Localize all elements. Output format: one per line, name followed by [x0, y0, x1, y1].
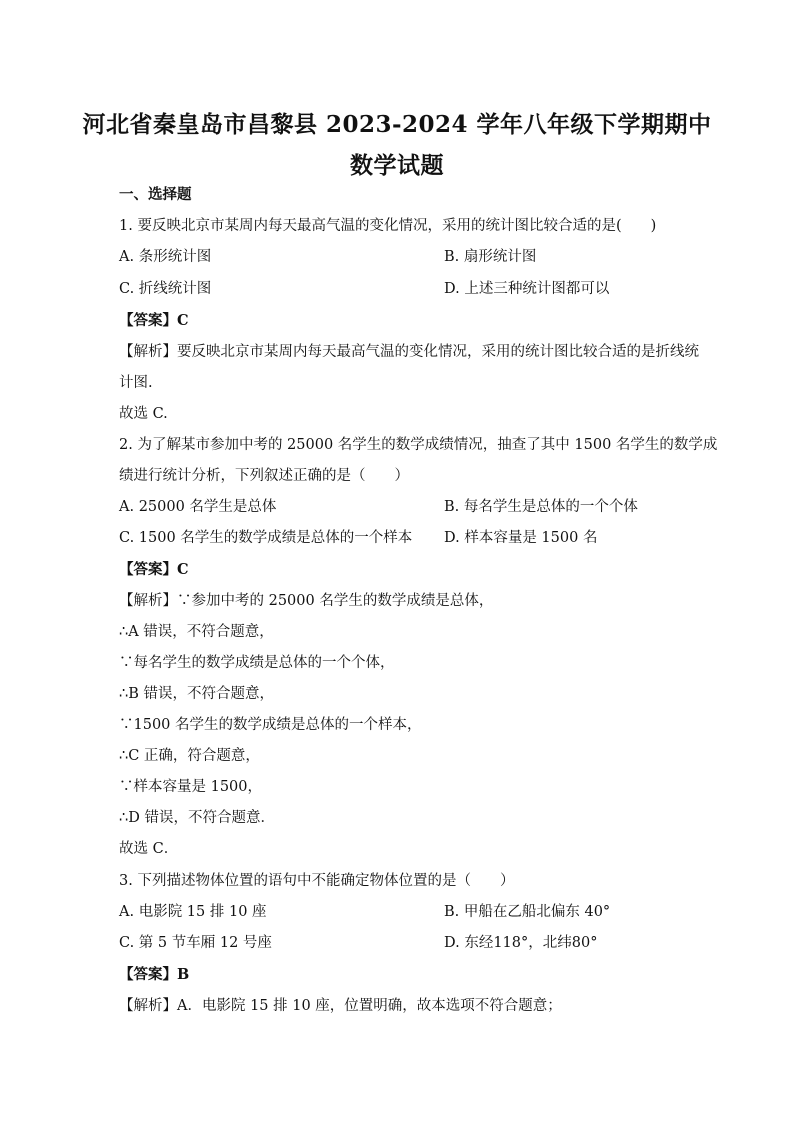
q2-analysis-line3: ∵每名学生的数学成绩是总体的一个个体，	[119, 655, 395, 671]
q2-analysis-line1: 【解析】∵参加中考的 25000 名学生的数学成绩是总体，	[119, 593, 494, 609]
q2-option-d: D. 样本容量是 1500 名	[444, 530, 598, 546]
q2-analysis-line7: ∵样本容量是 1500，	[119, 779, 263, 795]
q3-answer: 【答案】B	[119, 966, 190, 983]
q2-analysis-line5: ∵1500 名学生的数学成绩是总体的一个样本，	[119, 717, 422, 733]
q2-stem-line2: 绩进行统计分析，下列叙述正确的是（ ）	[119, 468, 409, 484]
q1-option-c: C. 折线统计图	[119, 281, 212, 297]
q1-option-d: D. 上述三种统计图都可以	[444, 281, 610, 297]
q3-stem: 3. 下列描述物体位置的语句中不能确定物体位置的是（ ）	[119, 873, 515, 889]
q2-option-a: A. 25000 名学生是总体	[119, 499, 277, 515]
q3-option-d: D. 东经118°，北纬80°	[444, 935, 598, 951]
q2-conclusion: 故选 C．	[119, 841, 179, 857]
q1-answer: 【答案】C	[119, 312, 189, 329]
q3-option-c: C. 第 5 节车厢 12 号座	[119, 935, 272, 951]
q1-option-b: B. 扇形统计图	[444, 249, 537, 265]
doc-title-line1: 河北省秦皇岛市昌黎县 2023-2024 学年八年级下学期期中	[82, 111, 712, 138]
q2-analysis-line6: ∴C 正确，符合题意，	[119, 748, 260, 764]
doc-title-line2: 数学试题	[350, 152, 444, 179]
q3-option-b: B. 甲船在乙船北偏东 40°	[444, 904, 611, 920]
q1-analysis-line2: 计图.	[119, 375, 153, 391]
q2-option-b: B. 每名学生是总体的一个个体	[444, 499, 638, 515]
q3-option-a: A. 电影院 15 排 10 座	[119, 904, 267, 920]
q2-stem-line1: 2. 为了解某市参加中考的 25000 名学生的数学成绩情况，抽查了其中 1500 名学生的数学成	[119, 437, 718, 453]
q1-stem: 1. 要反映北京市某周内每天最高气温的变化情况，采用的统计图比较合适的是( )	[119, 218, 657, 234]
q2-analysis-line8: ∴D 错误，不符合题意．	[119, 810, 275, 826]
q1-conclusion: 故选 C.	[119, 406, 168, 422]
q2-option-c: C. 1500 名学生的数学成绩是总体的一个样本	[119, 530, 413, 546]
q2-answer: 【答案】C	[119, 561, 189, 578]
q2-analysis-line2: ∴A 错误，不符合题意，	[119, 624, 274, 640]
q1-option-a: A. 条形统计图	[119, 249, 212, 265]
q2-analysis-line4: ∴B 错误，不符合题意，	[119, 686, 274, 702]
q1-analysis-line1: 【解析】要反映北京市某周内每天最高气温的变化情况，采用的统计图比较合适的是折线统	[119, 344, 699, 360]
q3-analysis-line1: 【解析】A．电影院 15 排 10 座，位置明确，故本选项不符合题意；	[119, 998, 562, 1014]
section-heading: 一、选择题	[119, 186, 192, 203]
